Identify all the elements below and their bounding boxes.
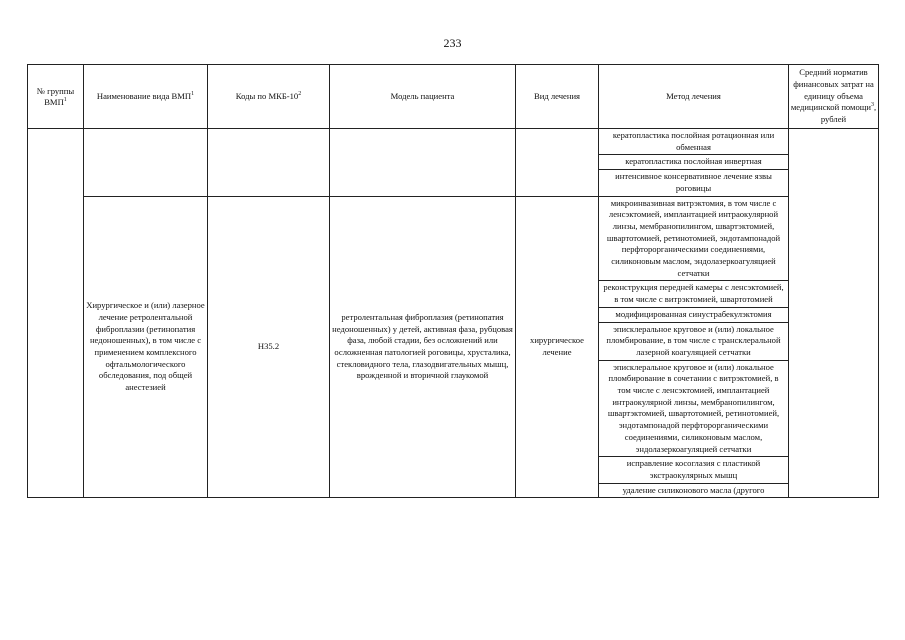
- header-method: Метод лечения: [599, 65, 789, 129]
- patient-model-cell: ретролентальная фиброплазия (ретинопатия недоношенных) у детей, активная фаза, рубцовая фаза, любой стадии, без осложнений или осложненная патологией роговицы, хрусталика, стекловидного тела, глазодвигательных мышц, врожденной и вторичной глаукомой: [330, 196, 516, 498]
- table-header-row: [28, 65, 879, 129]
- header-group-no: № группы ВМП$^1$: [28, 65, 84, 129]
- table-row: [28, 196, 879, 281]
- treatment-cell-prev: [516, 129, 599, 197]
- vmp-name-cell: Хирургическое и (или) лазерное лечение ретролентальной фиброплазии (ретинопатия недоношенных), в том числе с применением комплексного офтальмологического обследования, под общей анестезией: [84, 196, 208, 498]
- method-cell: эписклеральное круговое и (или) локальное пломбирование в сочетании с витрэктомией, в том числе с ленсэктомией, имплантацией интраокулярной линзы, мембранопилингом, швартэктомией, швартотомией, ретинотомией, эндотампонадой перфторорганическими соединениями, силиконовым маслом, эндолазеркоагуляцией сетчатки: [599, 360, 789, 457]
- method-cell: эписклеральное круговое и (или) локальное пломбирование, в том числе с трансклеральной лазерной коагуляцией сетчатки: [599, 322, 789, 360]
- model-cell-prev: [330, 129, 516, 197]
- treatment-type-cell: хирургическое лечение: [516, 196, 599, 498]
- name-cell-prev: [84, 129, 208, 197]
- header-model: Модель пациента: [330, 65, 516, 129]
- group-no-cell: [28, 129, 84, 498]
- method-cell: реконструкция передней камеры с ленсэктомией, в том числе с витрэктомией, швартотомией: [599, 281, 789, 307]
- cost-cell: [789, 129, 879, 498]
- table-row: [28, 129, 879, 155]
- vmp-table: [27, 64, 879, 498]
- method-cell: интенсивное консервативное лечение язвы роговицы: [599, 170, 789, 196]
- header-cost: Средний норматив финансовых затрат на единицу объема медицинской помощи$^3$, рублей: [789, 65, 879, 129]
- icd-code-cell: H35.2: [208, 196, 330, 498]
- method-cell: микроинвазивная витрэктомия, в том числе с ленсэктомией, имплантацией интраокулярной линзы, мембранопилингом, швартэктомией, швартотомией, ретинотомией, эндотампонадой перфторорганическими соединениями, силиконовым маслом, эндолазеркоагуляцией сетчатки: [599, 196, 789, 281]
- method-cell: исправление косоглазия с пластикой экстраокулярных мышц: [599, 457, 789, 483]
- header-codes: Коды по МКБ-$10^2$: [208, 65, 330, 129]
- page-number: 233: [443, 36, 462, 50]
- header-name: Наименование вида ВМП$^1$: [84, 65, 208, 129]
- codes-cell-prev: [208, 129, 330, 197]
- method-cell: кератопластика послойная инвертная: [599, 155, 789, 170]
- method-cell: кератопластика послойная ротационная или обменная: [599, 129, 789, 155]
- header-treatment: Вид лечения: [516, 65, 599, 129]
- method-cell: удаление силиконового масла (другого: [599, 483, 789, 498]
- method-cell: модифицированная синустрабекулэктомия: [599, 307, 789, 322]
